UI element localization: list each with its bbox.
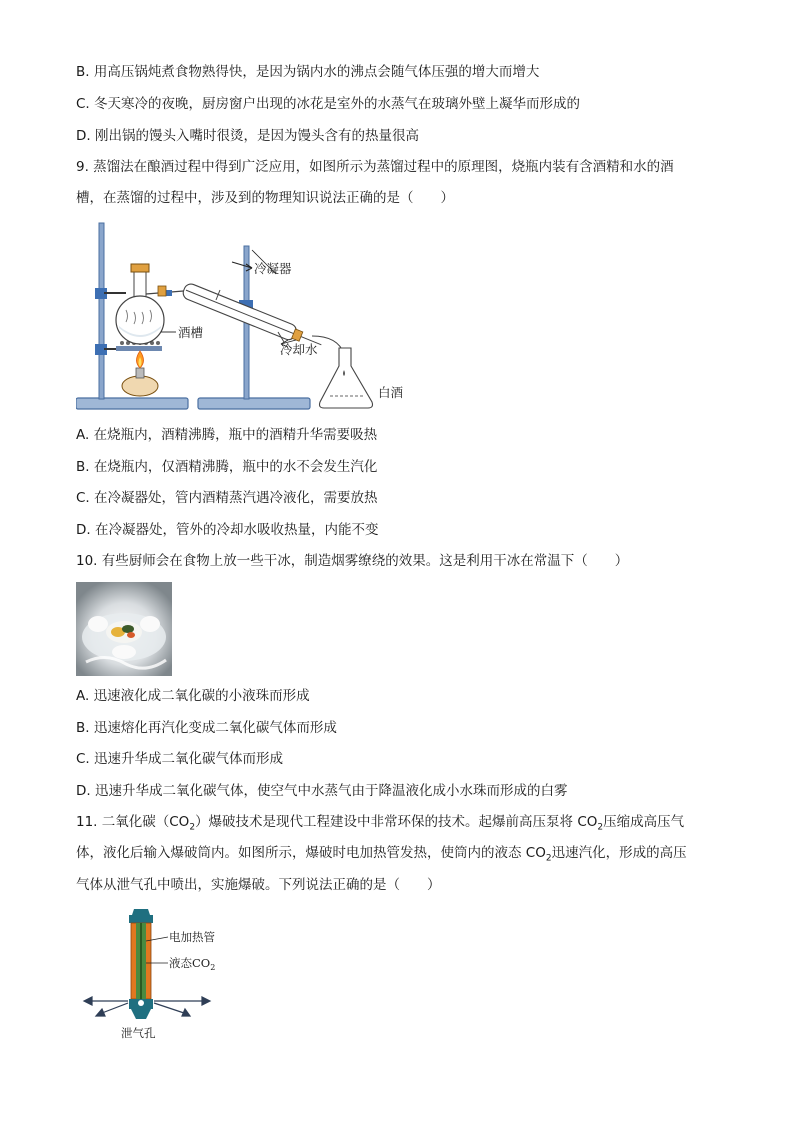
q8-option-d: D. 刚出锅的馒头入嘴时很烫，是因为馒头含有的热量很高 (76, 128, 419, 144)
q11-stem-line3: 气体从泄气孔中喷出，实施爆破。下列说法正确的是（ ） (76, 877, 441, 893)
q8-option-b: B. 用高压锅炖煮食物熟得快，是因为锅内水的沸点会随气体压强的增大而增大 (76, 64, 540, 80)
label-liquid-co2-text: 液态CO (169, 956, 211, 970)
q8-option-c: C. 冬天寒冷的夜晚，厨房窗户出现的冰花是室外的水蒸气在玻璃外壁上凝华而形成的 (76, 96, 581, 112)
label-cooling-water: 冷却水 (280, 342, 318, 357)
q11-stem-1b: ）爆破技术是现代工程建设中非常环保的技术。起爆前高压泵将 CO (195, 814, 598, 830)
q9-option-c: C. 在冷凝器处，管内酒精蒸汽遇冷液化，需要放热 (76, 490, 378, 506)
q9-stem-line1: 9. 蒸馏法在酿酒过程中得到广泛应用，如图所示为蒸馏过程中的原理图，烧瓶内装有含酒精和水的酒 (76, 159, 674, 175)
q11-stem-line2 (76, 843, 687, 869)
co2-subscript: 2 (545, 853, 552, 864)
q11-stem-1a: 11. 二氧化碳（CO (76, 814, 190, 830)
q10-option-a: A. 迅速液化成二氧化碳的小液珠而形成 (76, 688, 310, 704)
label-vent: 泄气孔 (121, 1026, 156, 1040)
label-mash: 酒槽 (178, 325, 204, 340)
dry-ice-dish-photo (76, 582, 172, 676)
co2-subscript: 2 (597, 822, 604, 833)
q9-option-a: A. 在烧瓶内，酒精沸腾，瓶中的酒精升华需要吸热 (76, 427, 378, 443)
q11-stem-line1 (76, 812, 684, 838)
co2-subscript: 2 (189, 822, 196, 833)
label-liquor: 白酒 (378, 385, 404, 400)
q9-stem-line2: 槽，在蒸馏的过程中，涉及到的物理知识说法正确的是（ ） (76, 190, 454, 206)
q11-stem-1c: 压缩成高压气 (603, 814, 685, 830)
label-liquid-co2 (169, 956, 215, 972)
q10-option-c: C. 迅速升华成二氧化碳气体而形成 (76, 751, 284, 767)
label-condenser: 冷凝器 (254, 261, 292, 276)
q9-option-b: B. 在烧瓶内，仅酒精沸腾，瓶中的水不会发生汽化 (76, 459, 378, 475)
q11-stem-2a: 体，液化后输入爆破筒内。如图所示，爆破时电加热管发热，使筒内的液态 CO (76, 845, 546, 861)
distillation-diagram (76, 220, 416, 415)
q10-option-d: D. 迅速升华成二氧化碳气体，使空气中水蒸气由于降温液化成小水珠而形成的白雾 (76, 783, 568, 799)
label-liquid-co2-sub: 2 (210, 963, 216, 972)
q10-option-b: B. 迅速熔化再汽化变成二氧化碳气体而形成 (76, 720, 337, 736)
q11-stem-2b: 迅速汽化，形成的高压 (551, 845, 687, 861)
q10-stem: 10. 有些厨师会在食物上放一些干冰，制造烟雾缭绕的效果。这是利用干冰在常温下（ ） (76, 553, 629, 569)
co2-blasting-tube-diagram (76, 905, 256, 1045)
label-heater: 电加热管 (169, 930, 215, 944)
q9-option-d: D. 在冷凝器处，管外的冷却水吸收热量，内能不变 (76, 522, 379, 538)
